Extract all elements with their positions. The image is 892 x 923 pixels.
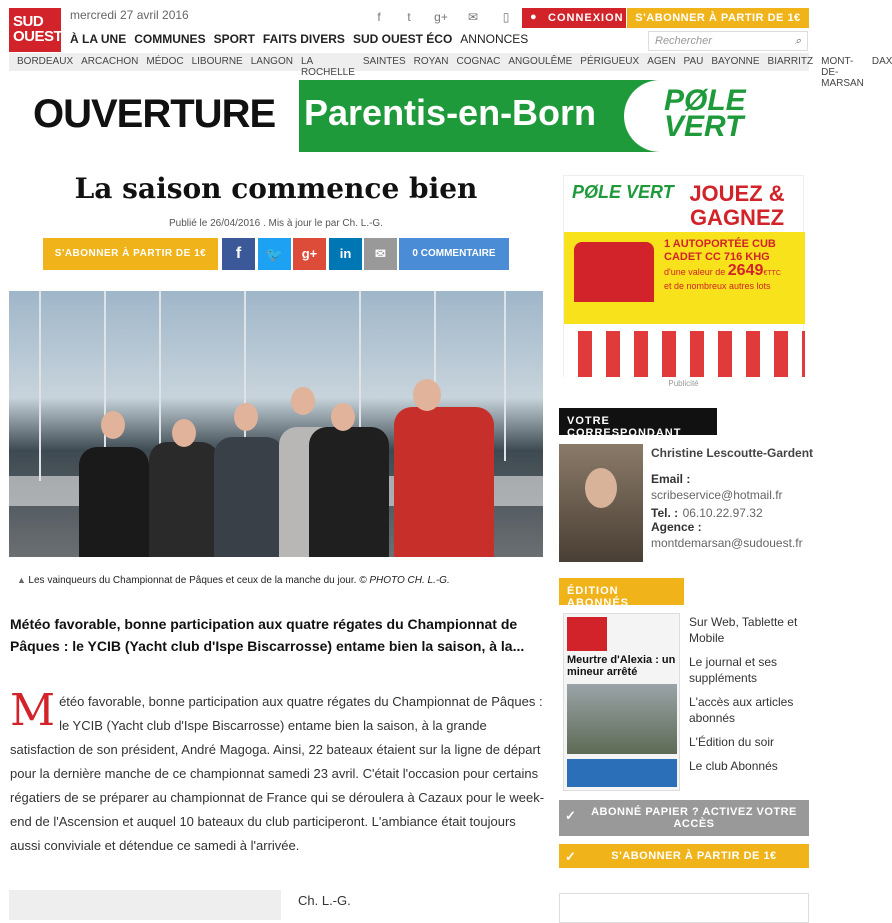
email-icon[interactable]: ✉ (467, 10, 479, 24)
caption-arrow-icon: ▲ (17, 575, 29, 585)
publish-info: Publié le 26/04/2016 . Mis à jour le par Ch. L.-G. (168, 218, 383, 229)
subscribe-article-button[interactable]: S'ABONNER À PARTIR DE 1€ (43, 238, 218, 270)
correspondent-email[interactable]: scribeservice@hotmail.fr (651, 488, 783, 502)
city-link[interactable]: LA ROCHELLE (300, 56, 355, 78)
nav-item-communes[interactable]: COMMUNES (134, 32, 206, 46)
article-title: La saison commence bien (74, 172, 478, 205)
article-body: Météo favorable, bonne participation aux quatre régates du Championnat de Pâques : le YCIB (Yacht club d'Ispe Biscarrosse) entame bien la saison, à la grande satisfaction de son président, André Magoga. Ainsi, 22 bateaux étaient sur la ligne de départ pour la dernière manche de ce championnat samedi 23 avril. C'était l'occasion pour certains régatiers de se préparer au championnat de France qui se déroulera à Cazaux pour le week-end de l'Ascension et auquel 10 bateaux du club participeront. L'ambiance était toujours aussi conviviale et détendue ce samedi à l'arrivée. (10, 685, 545, 853)
mobile-icon[interactable]: ▯ (502, 10, 510, 24)
city-link[interactable]: SAINTES (362, 56, 406, 67)
cities-nav (9, 53, 892, 89)
check-icon: ✓ (565, 808, 577, 823)
subscriber-links (689, 614, 809, 782)
correspondent-name: Christine Lescoutte-Gardent (651, 446, 814, 460)
city-link[interactable]: PÉRIGUEUX (580, 56, 640, 67)
city-link[interactable]: PAU (683, 56, 704, 67)
abo-link[interactable]: Le journal et ses suppléments (689, 655, 778, 685)
related-box (9, 890, 281, 920)
correspondent-tel: 06.10.22.97.32 (682, 506, 763, 520)
nav-item-une[interactable]: À LA UNE (70, 32, 127, 46)
city-link[interactable]: DAX (871, 56, 892, 67)
abo-link[interactable]: Le club Abonnés (689, 759, 778, 773)
city-link[interactable]: MÉDOC (146, 56, 184, 67)
banner-town: Parentis-en-Born (304, 92, 597, 133)
edition-header: ÉDITION ABONNÉS (559, 578, 684, 605)
city-link[interactable]: AGEN (647, 56, 676, 67)
city-link[interactable]: LIBOURNE (191, 56, 243, 67)
photo-caption: ▲ Les vainqueurs du Championnat de Pâques et ceux de la manche du jour. © PHOTO CH. L.-G. (17, 575, 450, 586)
subscribe-top-button[interactable]: S'ABONNER À PARTIR DE 1€ (627, 8, 809, 28)
linkedin-share-icon[interactable]: in (329, 238, 362, 270)
facebook-icon[interactable]: f (377, 10, 381, 24)
comments-button[interactable]: 0 COMMENTAIRE (399, 238, 509, 270)
sidebar-bottom-ad[interactable] (559, 893, 809, 923)
banner-word-ouverture: OUVERTURE (9, 80, 299, 152)
city-link[interactable]: MONT-DE-MARSAN (821, 56, 864, 89)
city-link[interactable]: BORDEAUX (17, 56, 74, 67)
city-link[interactable]: BAYONNE (711, 56, 760, 67)
newspaper-thumbnail[interactable]: Meurtre d'Alexia : un mineur arrêté (563, 613, 680, 791)
nav-item-eco[interactable]: SUD OUEST ÉCO (352, 32, 453, 46)
twitter-icon[interactable]: t (407, 10, 411, 24)
city-link[interactable]: BIARRITZ (767, 56, 814, 67)
article-photo (9, 291, 543, 557)
article-lead: Météo favorable, bonne participation aux quatre régates du Championnat de Pâques : le YCIB (Yacht club d'Ispe Biscarrosse) entame bien la saison, à la... (10, 616, 525, 654)
email-share-icon[interactable]: ✉ (364, 238, 397, 270)
nav-item-annonces[interactable]: ANNONCES (460, 32, 529, 46)
agence-email[interactable]: montdemarsan@sudouest.fr (651, 536, 803, 550)
city-link[interactable]: ANGOULÊME (508, 56, 573, 67)
abo-link[interactable]: Sur Web, Tablette et Mobile (689, 615, 798, 645)
facebook-share-icon[interactable]: f (222, 238, 255, 270)
dropcap: M (10, 685, 56, 736)
gifts-image (564, 331, 805, 377)
correspondent-header: VOTRE CORRESPONDANT (559, 408, 717, 435)
city-link[interactable]: LANGON (250, 56, 293, 67)
correspondent-avatar (559, 444, 643, 562)
check-icon: ✓ (565, 849, 577, 864)
activate-access-button[interactable]: ✓ ABONNÉ PAPIER ? ACTIVEZ VOTRE ACCÈS (559, 800, 809, 836)
main-nav (70, 32, 528, 46)
googleplus-icon[interactable]: g+ (434, 10, 448, 24)
abo-link[interactable]: L'Édition du soir (689, 735, 775, 749)
article-signature: Ch. L.-G. (298, 893, 351, 908)
googleplus-share-icon[interactable]: g+ (293, 238, 326, 270)
city-link[interactable]: ARCACHON (81, 56, 139, 67)
nav-item-sport[interactable]: SPORT (213, 32, 255, 46)
twitter-share-icon[interactable]: 🐦 (258, 238, 291, 270)
sudouest-logo[interactable]: SUD OUEST (9, 8, 61, 52)
mower-image (574, 242, 654, 302)
search-icon[interactable]: ⌕ (794, 35, 801, 47)
city-link[interactable]: COGNAC (456, 56, 501, 67)
sidebar-ad[interactable]: PØLE VERT JOUEZ & GAGNEZ 1 AUTOPORTÉE CUB CADET CC 716 KHG d'une valeur de 2649€TTC et de nombreux autres lots (563, 175, 804, 377)
banner-ad[interactable] (9, 80, 809, 152)
subscribe-sidebar-button[interactable]: ✓ S'ABONNER À PARTIR DE 1€ (559, 844, 809, 868)
abo-link[interactable]: L'accès aux articles abonnés (689, 695, 794, 725)
search-input[interactable]: Rechercher ⌕ (648, 31, 808, 51)
tel-label: Tel. : (651, 506, 679, 520)
login-button[interactable]: ● CONNEXION (522, 8, 626, 28)
ad-label: Publicité (668, 379, 699, 388)
user-icon: ● (530, 11, 538, 23)
agence-label: Agence : (651, 520, 702, 534)
city-link[interactable]: ROYAN (413, 56, 449, 67)
email-label: Email : (651, 472, 691, 486)
current-date: mercredi 27 avril 2016 (70, 8, 189, 22)
pole-vert-logo: PØLE VERT (624, 80, 809, 152)
nav-item-faits-divers[interactable]: FAITS DIVERS (262, 32, 345, 46)
